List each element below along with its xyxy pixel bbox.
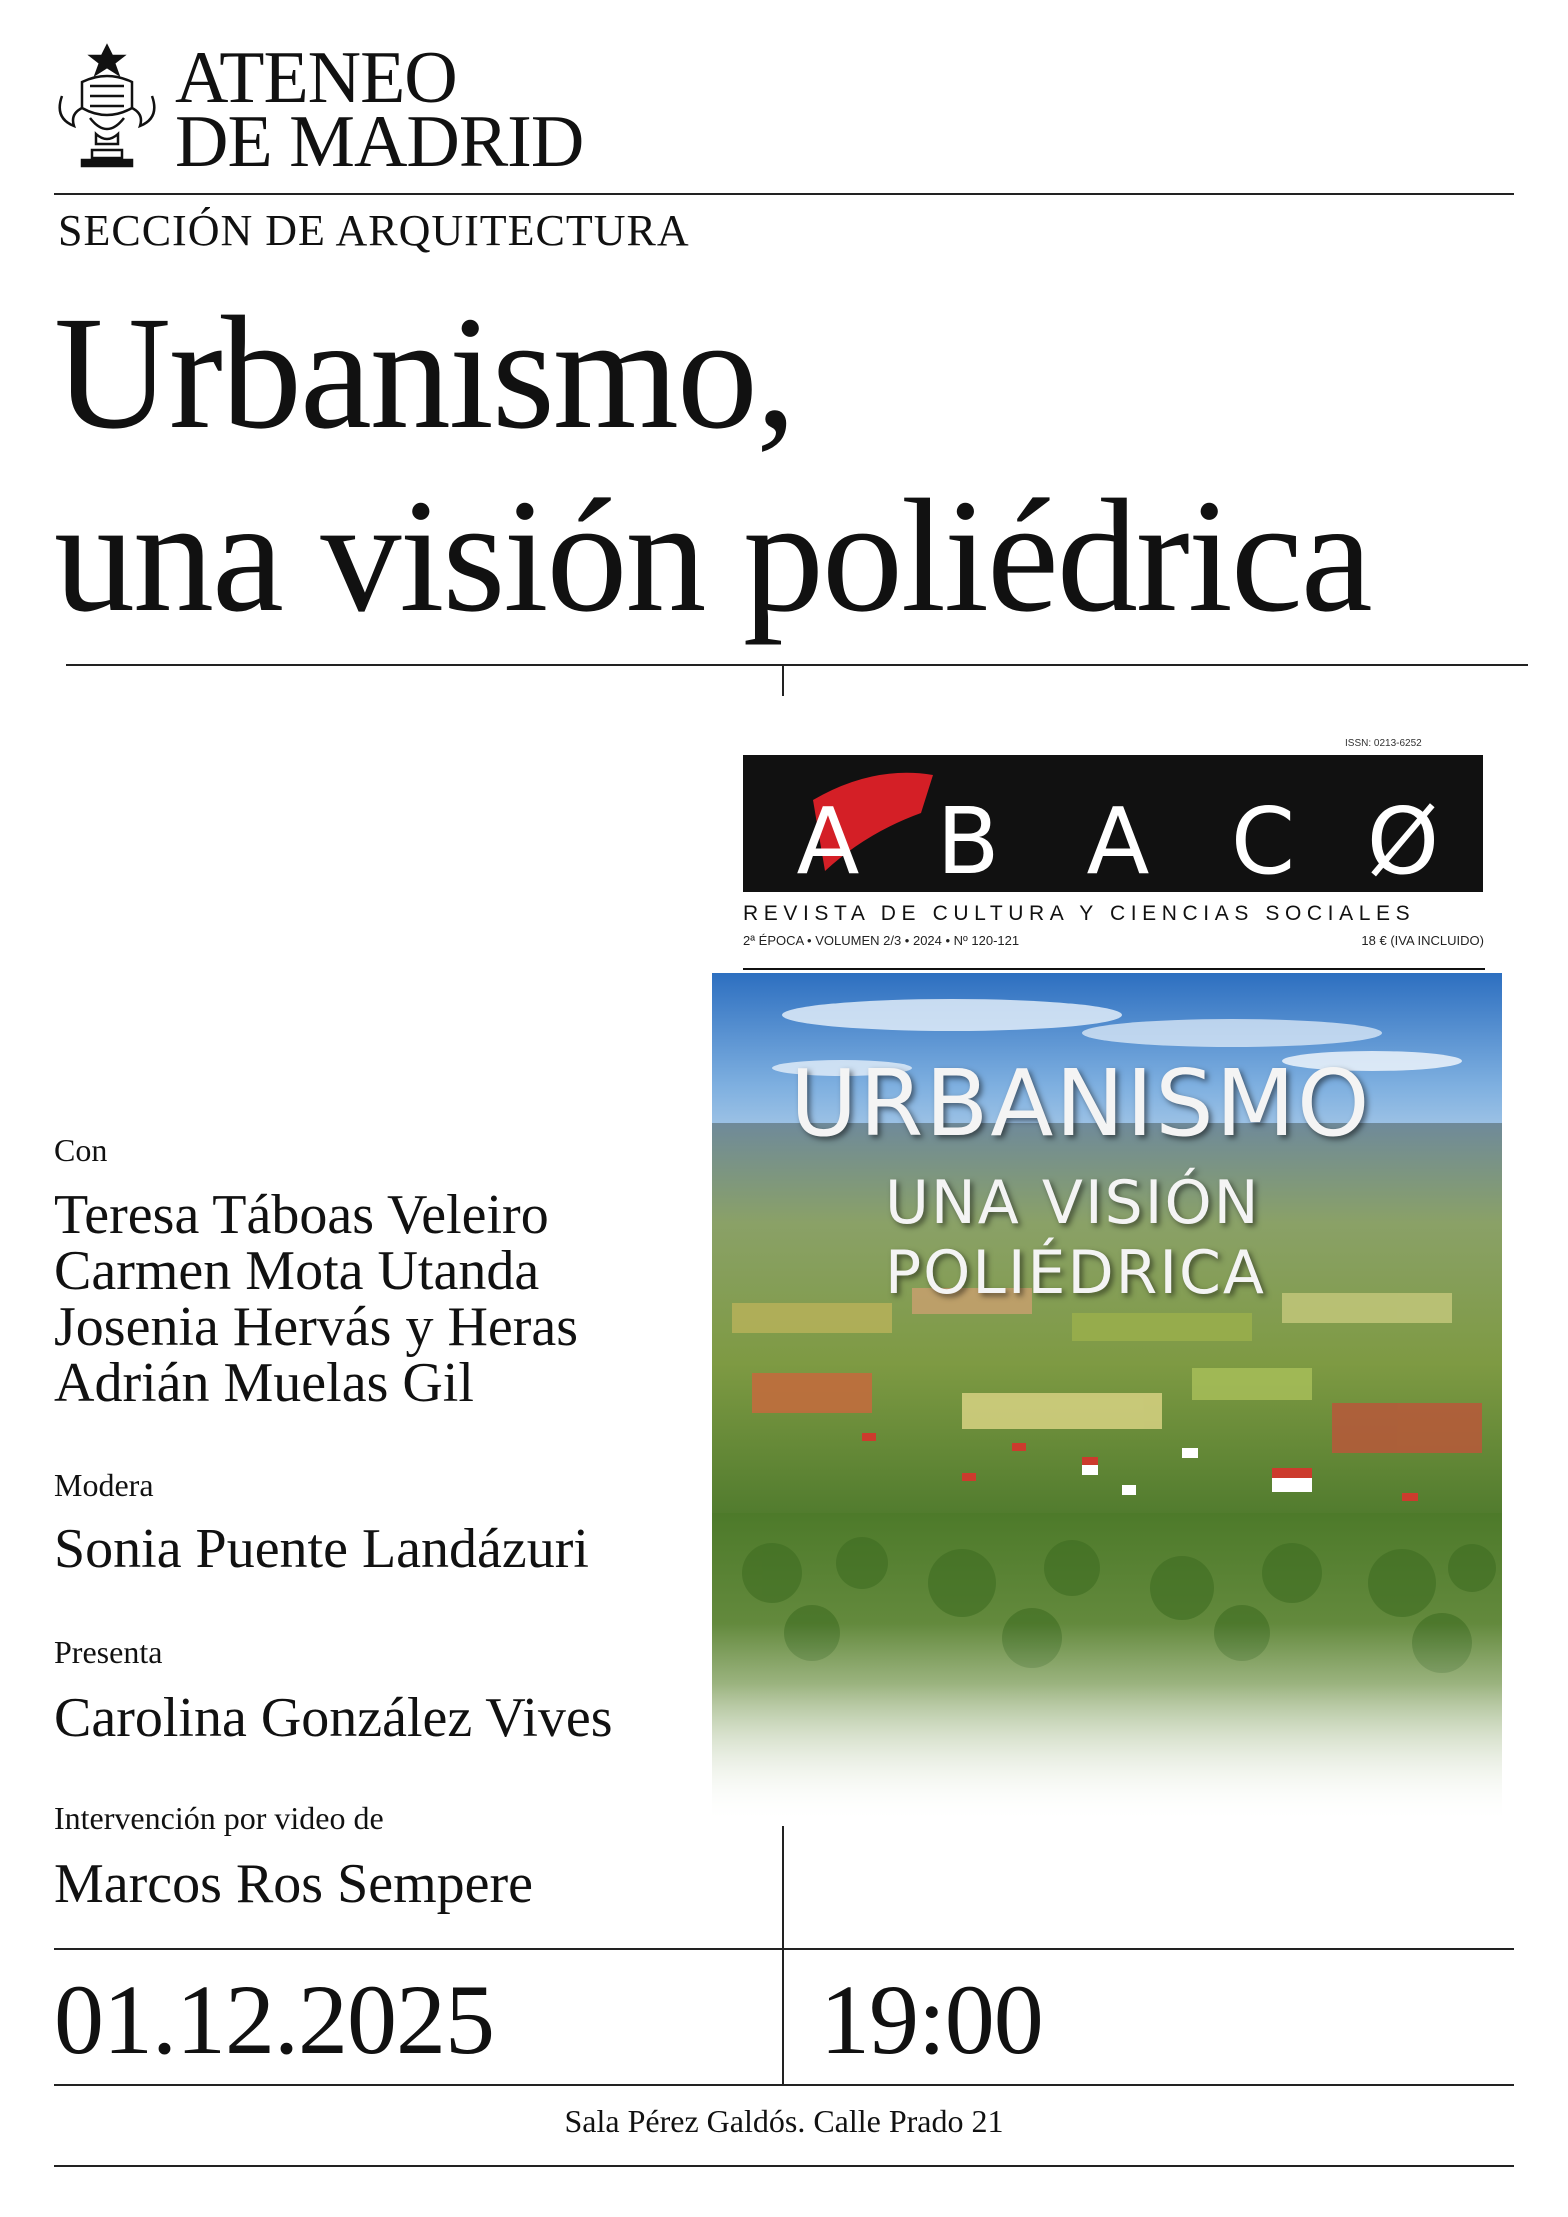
date-rule-bottom [54,2084,1514,2086]
masthead-letter: A [1086,788,1150,892]
magazine-tagline: REVISTA DE CULTURA Y CIENCIAS SOCIALES [743,902,1416,925]
magazine-logo [743,755,1483,892]
cover-subtitle-line2: POLIÉDRICA [885,1238,1266,1308]
con-names-list [54,1184,579,1414]
event-title-line2: una visión poliédrica [54,467,1371,646]
footer-rule [54,2165,1514,2167]
ateneo-crest-logo [52,42,162,172]
masthead-letter: C [1230,788,1296,892]
participant-name: Teresa Táboas Veleiro [54,1184,549,1246]
modera-label: Modera [54,1467,154,1503]
event-date: 01.12.2025 [54,1964,494,2075]
ateneo-wordmark [175,37,584,183]
magazine-price: 18 € (IVA INCLUIDO) [1361,933,1484,948]
masthead-letter: A [796,788,860,892]
participant-name: Adrián Muelas Gil [54,1352,474,1414]
participant-name: Josenia Hervás y Heras [54,1296,579,1358]
video-label: Intervención por video de [54,1800,384,1836]
event-time: 19:00 [820,1964,1043,2075]
event-title-line1: Urbanismo, [54,284,795,463]
presenter-name: Carolina González Vives [54,1687,613,1749]
title-rule-tick [782,664,784,696]
org-name-line2: DE MADRID [175,101,584,183]
cover-title: URBANISMO [790,1050,1372,1157]
event-title [54,282,1371,648]
column-divider-bottom [782,1948,784,2086]
participant-name: Carmen Mota Utanda [54,1240,540,1302]
magazine-edition: 2ª ÉPOCA • VOLUMEN 2/3 • 2024 • Nº 120-121 [743,933,1020,948]
date-rule-top [54,1948,1514,1950]
masthead-letter: Ø [1366,788,1440,892]
magazine-masthead [743,755,1483,892]
masthead-letter: B [936,788,1000,892]
con-label: Con [54,1132,108,1168]
magazine-rule [743,968,1485,970]
org-name-line1: ATENEO [175,37,457,119]
title-rule [66,664,1528,666]
moderator-name: Sonia Puente Landázuri [54,1518,589,1580]
event-venue: Sala Pérez Galdós. Calle Prado 21 [564,2103,1004,2139]
magazine-issn: ISSN: 0213-6252 [1345,738,1422,749]
cover-subtitle-line1: UNA VISIÓN [885,1168,1261,1238]
video-speaker-name: Marcos Ros Sempere [54,1853,534,1915]
presenta-label: Presenta [54,1634,163,1670]
header-rule [54,193,1514,195]
section-name: SECCIÓN DE ARQUITECTURA [58,206,690,255]
